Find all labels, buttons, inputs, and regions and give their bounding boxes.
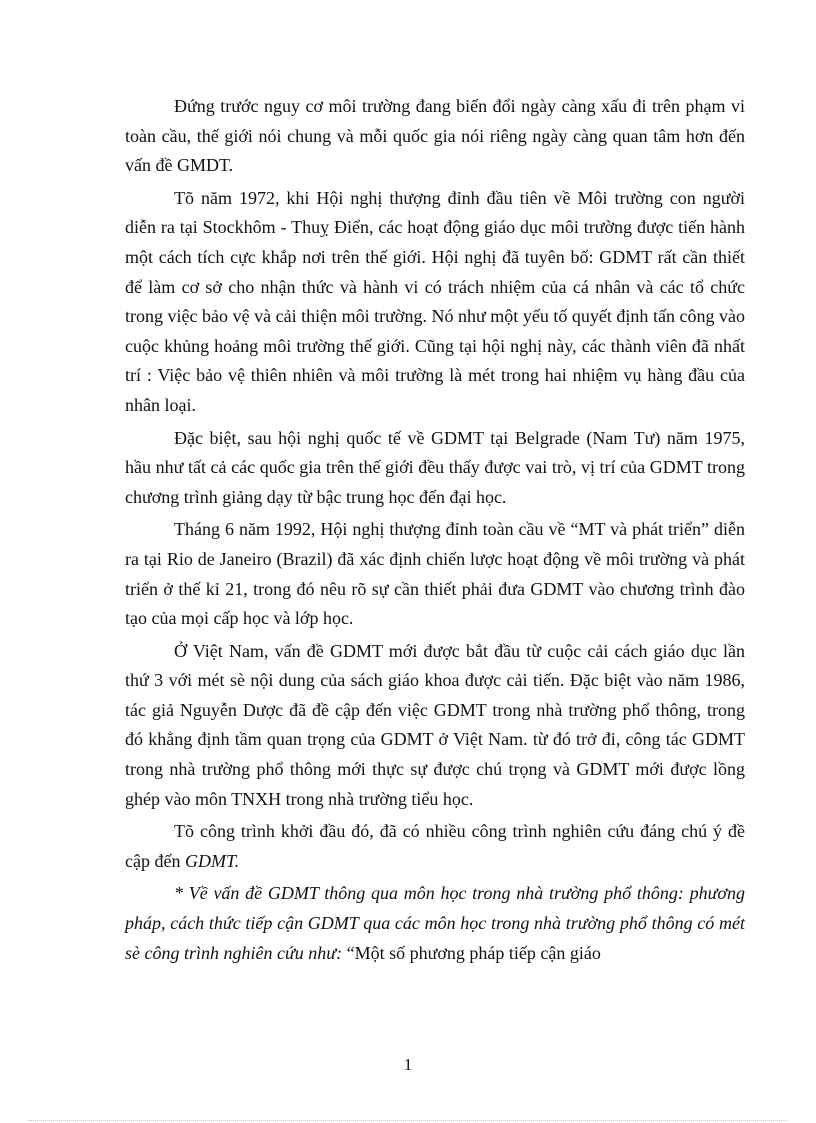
body-text <box>125 92 745 968</box>
paragraph-4: Tháng 6 năm 1992, Hội nghị thượng đỉnh toàn cầu về “MT và phát triển” diễn ra tại Rio de Janeiro (Brazil) đã xác định chiến lược hoạt động về môi trường và phát triển ở thế kỉ 21, trong đó nêu rõ sự cần thiết phải đưa GDMT vào chương trình đào tạo của mọi cấp học và lớp học. <box>125 519 745 629</box>
paragraph-6-text: Tõ công trình khởi đầu đó, đã có nhiều công trình nghiên cứu đáng chú ý đề cập đến <box>125 821 745 871</box>
paragraph-3: Đặc biệt, sau hội nghị quốc tế về GDMT tại Belgrade (Nam Tư) năm 1975, hầu như tất cả các quốc gia trên thế giới đều thấy được vai trò, vị trí của GDMT trong chương trình giảng dạy từ bậc trung học đến đại học. <box>125 427 745 507</box>
paragraph-7-text: “Một số phương pháp tiếp cận giáo <box>342 942 601 963</box>
paragraph-1: Đứng trước nguy cơ môi trường đang biến đổi ngày càng xấu đi trên phạm vi toàn cầu, thế giới nói chung và mỗi quốc gia nói riêng ngày càng quan tâm hơn đến vấn đề GMDT. <box>125 96 745 176</box>
paragraph-2: Tõ năm 1972, khi Hội nghị thượng đỉnh đầu tiên về Môi trường con người diễn ra tại Stockhôm - Thuỵ Điển, các hoạt động giáo dục môi trường được tiến hành một cách tích cực khắp nơi trên thế giới. Hội nghị đã tuyên bố: GDMT rất cần thiết để làm cơ sở cho nhận thức và hành vi có trách nhiệm của cá nhân và các tổ chức trong việc bảo vệ và cải thiện môi trường. Nó như một yếu tố quyết định tấn công vào cuộc khủng hoảng môi trường thế giới. Cũng tại hội nghị này, các thành viên đã nhất trí : Việc bảo vệ thiên nhiên và môi trường là mét trong hai nhiệm vụ hàng đầu của nhân loại. <box>125 187 745 415</box>
page-number: 1 <box>403 1055 413 1074</box>
paragraph-6-italic: GDMT. <box>184 850 240 871</box>
paragraph-7 <box>125 879 745 968</box>
paragraph-7-italic: * Về vấn đề GDMT thông qua môn học trong nhà trường phổ thông: phương pháp, cách thức tiếp cận GDMT qua các môn học trong nhà trường phổ thông có mét sè công trình nghiên cứu như: <box>125 883 745 963</box>
paragraph-6 <box>125 817 745 876</box>
footer-divider <box>28 1120 788 1121</box>
paragraph-5: Ở Việt Nam, vấn đề GDMT mới được bắt đầu từ cuộc cải cách giáo dục lần thứ 3 với mét sè nội dung của sách giáo khoa được cải tiến. Đặc biệt vào năm 1986, tác giả Nguyễn Dược đã đề cập đến việc GDMT trong nhà trường phổ thông, trong đó khẳng định tầm quan trọng của GDMT ở Việt Nam. từ đó trở đi, công tác GDMT trong nhà trường phổ thông mới thực sự được chú trọng và GDMT mới được lồng ghép vào môn TNXH trong nhà trường tiểu học. <box>125 640 745 809</box>
